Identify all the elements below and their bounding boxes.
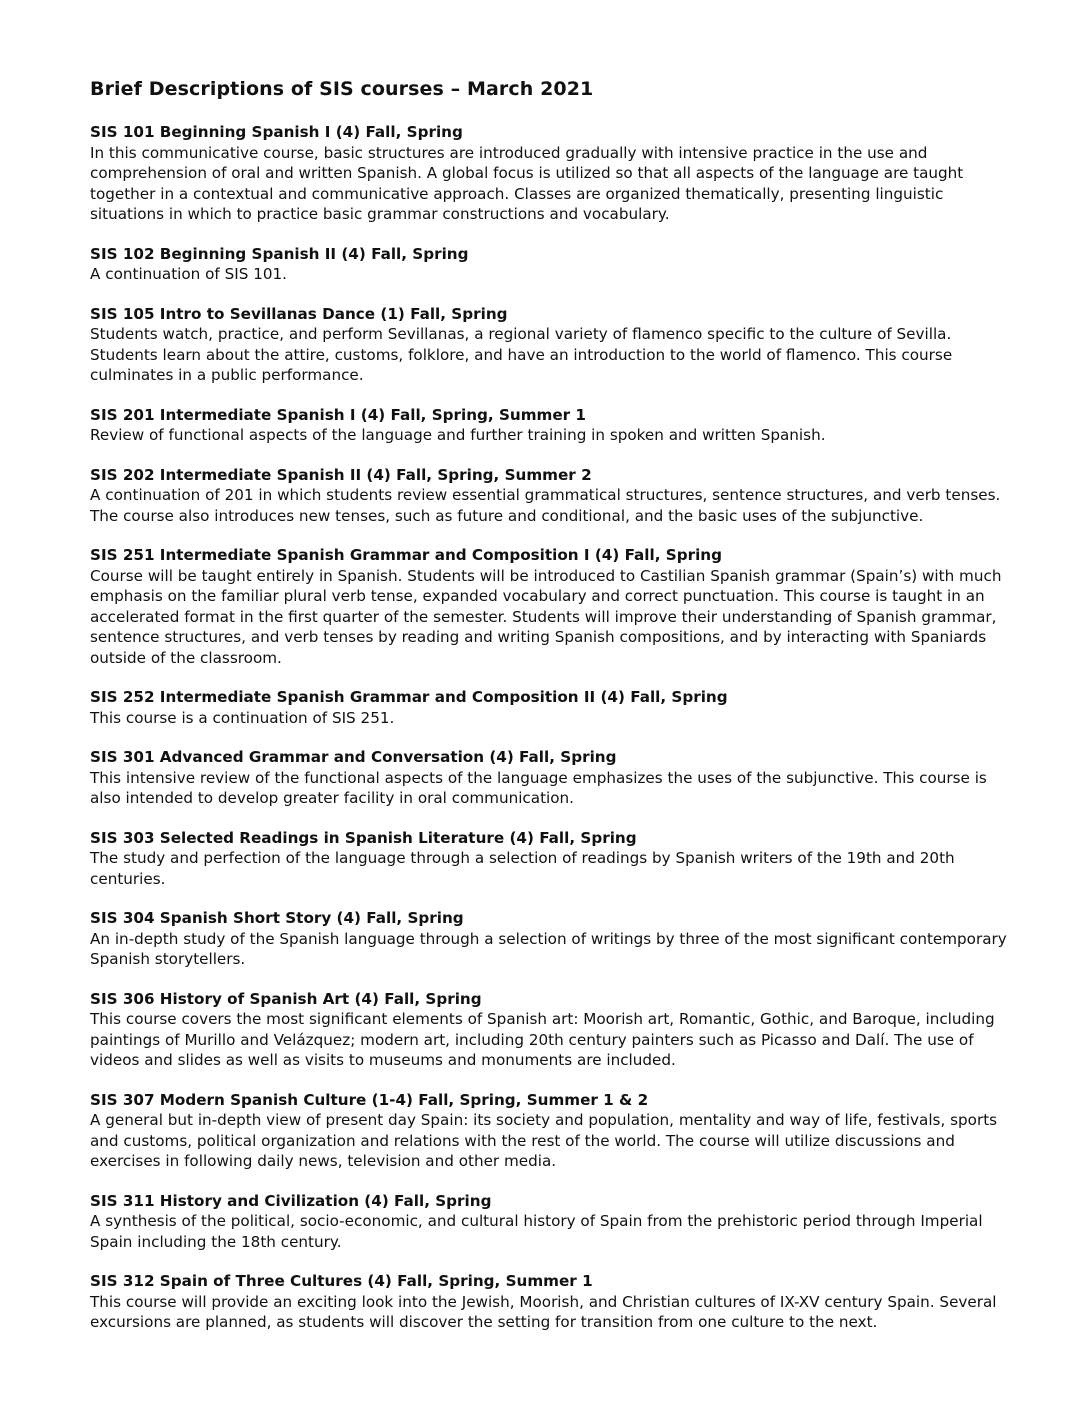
course-entry: [90, 989, 1010, 1071]
course-title: SIS 303 Selected Readings in Spanish Literature (4) Fall, Spring: [90, 828, 637, 847]
course-entry: [90, 908, 1010, 970]
course-description: Students watch, practice, and perform Sevillanas, a regional variety of flamenco specific to the culture of Sevilla. Students learn about the attire, customs, folklore, and have an introduction to the world of flamenco. This course culminates in a public performance.: [90, 325, 953, 384]
course-description: Review of functional aspects of the language and further training in spoken and written Spanish.: [90, 426, 826, 444]
course-title: SIS 304 Spanish Short Story (4) Fall, Spring: [90, 909, 464, 927]
course-description: This course is a continuation of SIS 251.: [90, 708, 395, 727]
course-description: A general but in-depth view of present day Spain: its society and population, mentality and way of life, festivals, sports and customs, political organization and relations with the rest of the world. The course will utilize discussions and exercises in following daily news, television and other media.: [90, 1111, 998, 1170]
course-description: This intensive review of the functional aspects of the language emphasizes the uses of the subjunctive. This course is also intended to develop greater facility in oral communication.: [90, 768, 987, 807]
course-entry: [90, 304, 1010, 386]
course-title: SIS 306 History of Spanish Art (4) Fall, Spring: [90, 989, 482, 1008]
course-description: In this communicative course, basic structures are introduced gradually with intensive practice in the use and comprehension of oral and written Spanish. A global focus is utilized so that all aspects of the language are taught together in a contextual and communicative approach. Classes are organized thematically, presenting linguistic situations in which to practice basic grammar constructions and vocabulary.: [90, 143, 964, 223]
course-entry: [90, 405, 1010, 446]
page-title: Brief Descriptions of SIS courses – March 2021: [90, 78, 594, 100]
course-entry: [90, 687, 1010, 728]
document-page: [90, 78, 1010, 1352]
course-title: SIS 202 Intermediate Spanish II (4) Fall, Spring, Summer 2: [90, 465, 592, 484]
course-description: A synthesis of the political, socio-economic, and cultural history of Spain from the prehistoric period through Imperial Spain including the 18th century.: [90, 1212, 983, 1251]
course-entry: [90, 1271, 1010, 1333]
course-title: SIS 307 Modern Spanish Culture (1-4) Fall, Spring, Summer 1 & 2: [90, 1090, 649, 1109]
course-description: This course will provide an exciting look into the Jewish, Moorish, and Christian cultures of IX-XV century Spain. Several excursions are planned, as students will discover the setting for transition from one culture to the next.: [90, 1292, 997, 1331]
course-description: This course covers the most significant elements of Spanish art: Moorish art, Romantic, Gothic, and Baroque, including paintings of Murillo and Velázquez; modern art, including 20th century painters such as Picasso and Dalí. The use of videos and slides as well as visits to museums and monuments are included.: [90, 1010, 995, 1069]
course-description: A continuation of SIS 101.: [90, 265, 288, 283]
course-description: The study and perfection of the language through a selection of readings by Spanish writers of the 19th and 20th centuries.: [90, 849, 955, 888]
course-entry: [90, 1191, 1010, 1253]
course-title: SIS 301 Advanced Grammar and Conversation (4) Fall, Spring: [90, 748, 617, 766]
course-title: SIS 201 Intermediate Spanish I (4) Fall, Spring, Summer 1: [90, 405, 587, 424]
course-title: SIS 252 Intermediate Spanish Grammar and Composition II (4) Fall, Spring: [90, 688, 728, 706]
course-entry: [90, 122, 1010, 225]
course-entry: [90, 747, 1010, 809]
course-title: SIS 105 Intro to Sevillanas Dance (1) Fall, Spring: [90, 304, 508, 323]
course-entry: [90, 1090, 1010, 1172]
course-entry: [90, 828, 1010, 890]
course-title: SIS 251 Intermediate Spanish Grammar and Composition I (4) Fall, Spring: [90, 546, 722, 564]
course-description: A continuation of 201 in which students review essential grammatical structures, sentence structures, and verb tenses. The course also introduces new tenses, such as future and conditional, and the basic uses of the subjunctive.: [90, 486, 1001, 525]
course-title: SIS 312 Spain of Three Cultures (4) Fall, Spring, Summer 1: [90, 1272, 593, 1290]
course-entry: [90, 244, 1010, 285]
course-description: An in-depth study of the Spanish language through a selection of writings by three of the most significant contemporary Spanish storytellers.: [90, 929, 1007, 968]
course-entry: [90, 545, 1010, 668]
course-description: Course will be taught entirely in Spanish. Students will be introduced to Castilian Spanish grammar (Spain’s) with much emphasis on the familiar plural verb tense, expanded vocabulary and correct punctuation. This course is taught in an accelerated format in the first quarter of the semester. Students will improve their understanding of Spanish grammar, sentence structures, and verb tenses by reading and writing Spanish compositions, and by interacting with Spaniards outside of the classroom.: [90, 566, 1002, 667]
course-title: SIS 101 Beginning Spanish I (4) Fall, Spring: [90, 123, 463, 141]
course-title: SIS 311 History and Civilization (4) Fall, Spring: [90, 1191, 492, 1210]
course-title: SIS 102 Beginning Spanish II (4) Fall, Spring: [90, 244, 469, 263]
course-entry: [90, 465, 1010, 527]
